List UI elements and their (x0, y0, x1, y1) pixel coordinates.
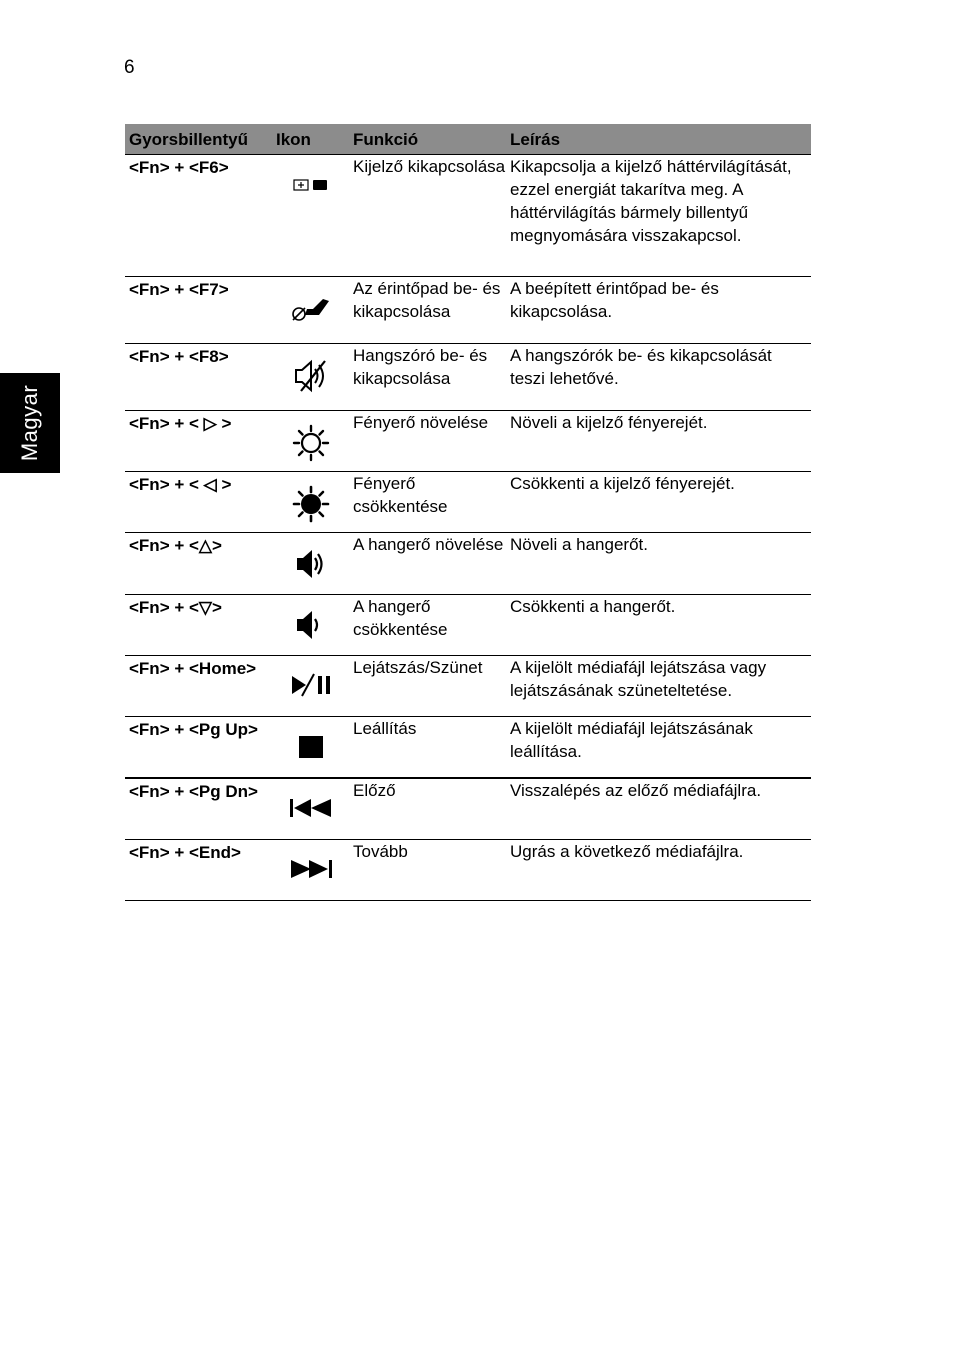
description-cell: Növeli a kijelző fényerejét. (506, 411, 811, 472)
description-cell: Ugrás a következő médiafájlra. (506, 840, 811, 901)
hotkey-cell: <Fn> + <Pg Up> (125, 717, 272, 778)
function-cell: A hangerő csökkentése (349, 595, 506, 656)
table-row (125, 656, 811, 717)
function-cell: Fényerő növelése (349, 411, 506, 472)
touchpad-toggle-icon (272, 297, 349, 323)
header-description: Leírás (506, 124, 811, 155)
function-cell: Fényerő csökkentése (349, 472, 506, 533)
hotkey-cell: <Fn> + < ◁ > (125, 472, 272, 533)
function-cell: Lejátszás/Szünet (349, 656, 506, 717)
table-row (125, 595, 811, 656)
description-cell: Kikapcsolja a kijelző háttérvilágítását, ezzel energiát takarítva meg. A háttérvilágítás bármely billentyű megnyomására visszakapcsol. (506, 155, 811, 277)
header-icon: Ikon (272, 124, 349, 155)
hotkey-cell: <Fn> + <▽> (125, 595, 272, 656)
description-cell: Növeli a hangerőt. (506, 533, 811, 595)
hotkey-cell: <Fn> + <End> (125, 840, 272, 901)
description-cell: A kijelölt médiafájl lejátszása vagy lejátszásának szüneteltetése. (506, 656, 811, 717)
table-row (125, 277, 811, 344)
description-cell: Csökkenti a kijelző fényerejét. (506, 472, 811, 533)
function-cell: Hangszóró be- és kikapcsolása (349, 344, 506, 411)
table-row (125, 155, 811, 277)
hotkey-cell: <Fn> + <F8> (125, 344, 272, 411)
hotkey-cell: <Fn> + <Home> (125, 656, 272, 717)
speaker-mute-icon (272, 359, 349, 393)
page-number: 6 (124, 57, 135, 78)
hotkey-cell: <Fn> + <F7> (125, 277, 272, 344)
hotkey-cell: <Fn> + <Pg Dn> (125, 778, 272, 840)
volume-down-icon (272, 608, 349, 642)
stop-icon (272, 735, 349, 759)
play-pause-icon (272, 672, 349, 698)
header-hotkey: Gyorsbillentyű (125, 124, 272, 155)
table-row (125, 778, 811, 840)
language-side-tab (0, 373, 60, 473)
function-cell: Az érintőpad be- és kikapcsolása (349, 277, 506, 344)
table-row (125, 840, 811, 901)
description-cell: A beépített érintőpad be- és kikapcsolása. (506, 277, 811, 344)
language-label: Magyar (17, 384, 43, 462)
next-track-icon (272, 858, 349, 880)
brightness-down-icon (272, 485, 349, 523)
volume-up-icon (272, 547, 349, 581)
function-cell: Kijelző kikapcsolása (349, 155, 506, 277)
description-cell: Csökkenti a hangerőt. (506, 595, 811, 656)
previous-track-icon (272, 797, 349, 819)
description-cell: A kijelölt médiafájl lejátszásának leállítása. (506, 717, 811, 778)
table-row (125, 472, 811, 533)
description-cell: A hangszórók be- és kikapcsolását teszi lehetővé. (506, 344, 811, 411)
hotkey-cell: <Fn> + <F6> (125, 155, 272, 277)
table-row (125, 533, 811, 595)
hotkey-cell: <Fn> + <△> (125, 533, 272, 595)
function-cell: Előző (349, 778, 506, 840)
function-cell: A hangerő növelése (349, 533, 506, 595)
hotkey-table (125, 124, 811, 901)
description-cell: Visszalépés az előző médiafájlra. (506, 778, 811, 840)
header-function: Funkció (349, 124, 506, 155)
display-off-icon (272, 177, 349, 193)
function-cell: Leállítás (349, 717, 506, 778)
table-row (125, 717, 811, 778)
table-row (125, 344, 811, 411)
table-header-row (125, 124, 811, 155)
hotkey-cell: <Fn> + < ▷ > (125, 411, 272, 472)
brightness-up-icon (272, 424, 349, 462)
function-cell: Tovább (349, 840, 506, 901)
table-row (125, 411, 811, 472)
